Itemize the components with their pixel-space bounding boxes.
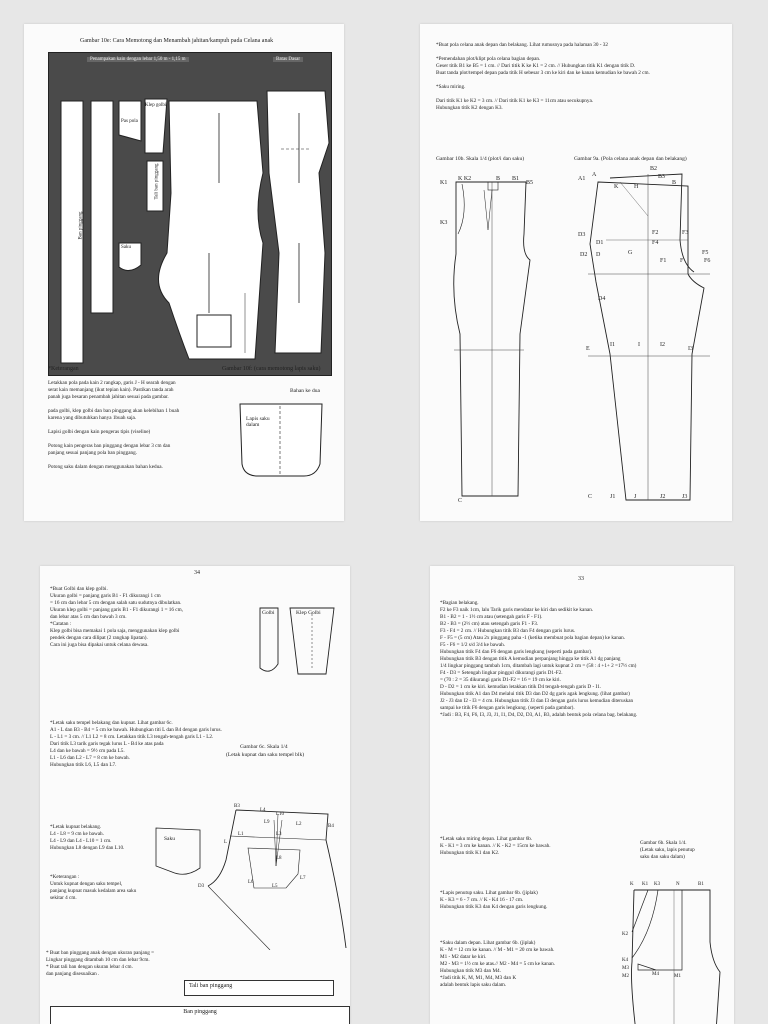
text-line: K - M = 12 cm ke kanan. // M - M1 = 20 cm ke bawah. — [440, 947, 555, 953]
point-label: B1 — [698, 882, 704, 887]
text-line — [436, 49, 650, 56]
text-line: K - K3 = 6 - 7 cm. // K - K4 16 - 17 cm. — [440, 897, 524, 903]
point-label: L4 — [260, 808, 266, 813]
note-line: pada golbi, klep golbi dan ban pinggang akan kelebihan 1 buah — [48, 408, 180, 414]
point-label: K1 — [642, 882, 649, 887]
text-line: Hubungkan titik A1 dan D4 melalui titik D3 dan D2 dg garis agak lengkung. (lihat gambar) — [440, 691, 630, 697]
front-pocket-diagram — [626, 882, 726, 1024]
point-label: B — [496, 176, 501, 182]
point-label: K — [630, 882, 634, 887]
front-pocket-label: Klep golbi — [145, 103, 167, 108]
figure-caption-right: Gambar 10f: (cara memotong lapis saku) — [222, 366, 321, 372]
text-line: *Jadi : B3, F4, F6, I3, J3, J1, I1, D4, D2, D3, A1, B3, adalah bentuk pola celana bag. belakang. — [440, 712, 638, 718]
golbi-text — [50, 586, 183, 649]
text-line: D - D2 = 1 cm ke kiri. kemudian letakkan titik D4 tengah-tengah garis D - I1. — [440, 684, 602, 690]
caption-line: saku dan saku dalam) — [640, 854, 685, 860]
heading: *Lapis penutup saku. Lihat gambar 6b. (jiplak) — [440, 890, 538, 896]
miring-text — [440, 836, 551, 857]
text-line: *Buat pola celana anak depan dan belakang. Lihat rumusnya pada halaman 30 - 32 — [436, 42, 608, 48]
note-line: Potong saku dalam dengan menggunakan bahan kedua. — [48, 464, 163, 470]
caption-line: (Letak saku, lapis penutup — [640, 847, 695, 853]
text-line: M2 - M3 = 1½ cm ke atas.// M2 - M4 = 5 cm ke kanan. — [440, 961, 556, 967]
point-label: J1 — [610, 494, 616, 500]
note-line: panjang sesuai panjang pola ban pinggang. — [48, 450, 138, 456]
point-label: M4 — [652, 972, 659, 977]
fig-right-caption: Gambar 9a. (Pola celana anak depan dan belakang) — [574, 156, 687, 162]
heading: *Keterangan : — [50, 874, 80, 880]
golbi-label: Golbi — [262, 610, 275, 616]
note-line: panah juga besaran penambah jahitan sesuai pada gambar. — [48, 394, 169, 400]
pocket-label: Saku — [121, 245, 131, 250]
point-label: I — [638, 342, 640, 348]
text-line: Cara ini juga bisa dipakai untuk celana dewasa. — [50, 642, 149, 648]
point-label: J — [634, 494, 637, 500]
point-label: L9 — [264, 820, 270, 825]
text-line: Hubungkan L8 dengan L9 dan L10. — [50, 845, 125, 851]
text-line: F4 - D3 = Setengah lingkar pinggul dikurangi garis D1-F2. — [440, 670, 563, 676]
point-label: I1 — [610, 342, 615, 348]
point-label: M3 — [622, 966, 629, 971]
note-line — [48, 422, 179, 429]
note-line: serat kain memanjang (ikut tepian kain). Pastikan tanda arah — [48, 387, 174, 393]
back-pocket-diagram — [150, 800, 350, 950]
point-label: D1 — [596, 240, 604, 246]
point-label: K K2 — [458, 176, 472, 182]
fly-label: Pas pola — [121, 119, 138, 124]
text-line: L1 - L6 dan L2 - L7 = 8 cm ke bawah. — [50, 755, 130, 761]
point-label: L1 — [238, 832, 244, 837]
note-line — [48, 436, 179, 443]
text-line: Hubungkan titik B3 dengan titik A kemudian perpanjang hingga ke titik A1 dg panjang — [440, 656, 621, 662]
text-line: F - F5 = (5 cm) Atau 2x pinggang paha -1 (ketika membuat pola bagian depan) ke kanan. — [440, 635, 626, 641]
point-label: M1 — [674, 974, 681, 979]
point-label: L6 — [248, 880, 254, 885]
point-label: A1 — [578, 176, 586, 182]
text-line: M1 - M2 datar ke kiri. — [440, 954, 487, 960]
point-label: F5 — [702, 250, 709, 256]
pocket-lining-diagram — [236, 382, 326, 482]
text-line: Hubungkan titik L6, L5 dan L7. — [50, 762, 117, 768]
note-line: Letakkan pola pada kain 2 rangkap, garis J - H searah dengan — [48, 380, 176, 386]
point-label: K2 — [622, 932, 629, 937]
text-line: Geser titik B1 ke B5 = 1 cm. // Dari titik K ke K1 = 2 cm. // Hubungkan titik K1 dengan titik D. — [436, 63, 636, 69]
text-line: Hubungkan titik K1 dan K2. — [440, 850, 500, 856]
notes-block — [48, 380, 179, 471]
heading: *Letak kupnat belakang. — [50, 824, 102, 830]
point-label: L7 — [300, 876, 306, 881]
text-line: F2 ke F3 naik 1cm, lalu Tarik garis mendatar ke kiri dan sedikit ke kanan. — [440, 607, 594, 613]
page-number: 33 — [578, 576, 584, 582]
trouser-pattern-diagrams — [420, 164, 732, 504]
point-label: K3 — [654, 882, 661, 887]
notes-heading: *Keterangan — [48, 366, 79, 372]
point-label: A — [592, 172, 597, 178]
point-label: L10 — [276, 812, 285, 817]
kupnat-text — [50, 824, 124, 852]
point-label: F3 — [682, 230, 689, 236]
fabric-width-label: Penampakan kain dengan lebar 1,50 m - 1,15 m — [87, 57, 189, 62]
text-line: sampai ke titik F6 dengan garis lengkung. (seperti pada gambar). — [440, 705, 575, 711]
point-label: G — [628, 250, 633, 256]
fold-label: Batas Dasar — [273, 57, 303, 62]
point-label: N — [676, 882, 680, 887]
point-label: D3 — [198, 884, 205, 889]
text-line: *Jadi titik K, M, M1, M4, M3 dan K — [440, 975, 517, 981]
second-fabric-label: Bahan ke dua — [290, 388, 320, 394]
intro-text — [436, 42, 650, 112]
point-label: D3 — [578, 232, 586, 238]
point-label: J2 — [660, 494, 666, 500]
text-line: Lingkar pinggang ditambah 10 cm dan lebar 9cm. — [46, 957, 150, 963]
point-label: F4 — [652, 240, 659, 246]
text-line: Ukuran golbi = panjang garis B1 - F1 dikurangi 1 cm — [50, 593, 161, 599]
text-line: F3 - F4 = 2 cm. // Hubungkan titik B3 dan F4 dengan garis lurus. — [440, 628, 576, 634]
point-label: B3 — [234, 804, 240, 809]
figure-caption-top: Gambar 10e: Cara Memotong dan Menambah jahitan/kampuh pada Celana anak — [80, 38, 274, 44]
point-label: I3 — [688, 346, 693, 352]
saku-box-label: Saku — [164, 836, 175, 842]
point-label: B2 — [650, 166, 658, 172]
text-line: J2 - J3 dan I2 - I3 = 4 cm. Hubungkan titik J3 dan I3 dengan garis lurus kemudian diteruskan — [440, 698, 634, 704]
page-33 — [430, 566, 734, 1024]
golbi-diagram — [250, 604, 350, 684]
lapis-text — [440, 890, 547, 911]
fig-left-caption: Gambar 10b. Skala 1/4 (plot/i dan saku) — [436, 156, 525, 162]
point-label: F6 — [704, 258, 711, 264]
point-label: J3 — [682, 494, 688, 500]
text-line: *Saku miring. — [436, 84, 466, 90]
point-label: K4 — [622, 958, 629, 963]
point-label: C — [588, 494, 593, 500]
point-label: E — [586, 346, 590, 352]
caption-line: Gambar 6b. Skala 1/4. — [640, 840, 687, 846]
point-label: L5 — [272, 884, 278, 889]
text-line: pendek dengan cara dilipat (2 rangkap lipatan). — [50, 635, 148, 641]
ban-pinggang-box — [50, 1006, 350, 1024]
note-line: Lapisi golbi dengan kain pengeras tipis (viseline) — [48, 429, 151, 435]
point-label: D2 — [580, 252, 588, 258]
text-line: = (70 : 2 = 35 dikurangi garis D1-F2 = 16 = 19 cm ke kiri. — [440, 677, 561, 683]
point-label: F1 — [660, 258, 667, 264]
text-line: F5 - F6 = 1/2 s/d 3/4 ke bawah. — [440, 642, 506, 648]
text-line: A1 - L dan B3 - B4 = 5 cm ke bawah. Hubungkan titi L dan B4 dengan garis lurus. — [50, 727, 222, 733]
text-line: B1 - B2 = 1 - 1½ cm atau (setengah garis F - F1). — [440, 614, 543, 620]
klep-golbi-label: Klep Golbi — [296, 610, 321, 616]
point-label: F2 — [652, 230, 659, 236]
page-34 — [40, 566, 350, 1024]
ket-text — [50, 874, 136, 902]
point-label: I2 — [660, 342, 665, 348]
saku-text — [50, 720, 222, 769]
point-label: L2 — [296, 822, 302, 827]
text-line — [436, 91, 650, 98]
text-line: K - K1 = 3 cm ke kanan. // K - K2 = 15cm ke bawah. — [440, 843, 551, 849]
page-sewing-cutting — [24, 24, 344, 521]
fig6c-subcaption: (Letak kupnat dan saku tempel blk) — [226, 752, 305, 758]
text-line — [436, 77, 650, 84]
text-line: Untuk kupnat dengan saku tempel, — [50, 881, 123, 887]
point-label: C — [458, 498, 463, 504]
ban-pinggang-label: Ban pinggang — [183, 1009, 217, 1015]
text-line: L4 dan ke bawah = 9½ cm pada L5. — [50, 748, 125, 754]
heading: *Catatan : — [50, 621, 72, 627]
text-line: L4 - L8 = 9 cm ke bawah. — [50, 831, 104, 837]
heading: *Bagian belakang. — [440, 600, 479, 606]
point-label: K1 — [440, 180, 448, 186]
text-line: Ukuran klep golbi = panjang garis B1 - F1 dikurangi 1 = 16 cm, — [50, 607, 183, 613]
point-label: B4 — [328, 824, 334, 829]
text-line: * Buat ban pinggang anak dengan ukuran panjang = — [46, 950, 155, 956]
text-line: Dari titik L3 tarik garis tegak lurus L - B4 ke atas pada — [50, 741, 164, 747]
fig6c-caption: Gambar 6c. Skala 1/4 — [240, 744, 288, 750]
note-line: Potong kain pengeras ban pinggang dengan lebar 3 cm dan — [48, 443, 171, 449]
text-line: Hubungkan titik F4 dan F6 dengan garis lengkung (seperti pada gambar). — [440, 649, 593, 655]
text-line: Buat tanda plot/tempel depan pada titik H sebesar 3 cm ke kiri dan ke kanan kemudian ke bawah 2 cm. — [436, 70, 650, 76]
text-line: adalah bentuk lapis saku dalam. — [440, 982, 507, 988]
text-line: Hubungkan titik K2 dengan K3. — [436, 105, 503, 111]
point-label: K3 — [440, 220, 448, 226]
point-label: D4 — [598, 296, 606, 302]
fig6b-caption — [640, 840, 695, 861]
text-line: L - L1 = 3 cm. // L1 L2 = 8 cm. Letakkan titik L3 tengah-tengah garis L1 - L2. — [50, 734, 214, 740]
text-line: dan lebar atas 5 cm dan bawah 3 cm. — [50, 614, 127, 620]
text-line: Dari titik K1 ke K2 = 3 cm. // Dari titik K1 ke K3 = 11cm atau secukupnya. — [436, 98, 594, 104]
text-line: Klep golbi bisa memakai 1 pola saja, menggunakan klep golbi — [50, 628, 180, 634]
point-label: B5 — [526, 180, 534, 186]
note-line — [48, 401, 179, 408]
back-text — [440, 600, 637, 719]
point-label: L8 — [276, 856, 282, 861]
page-trouser-pattern — [420, 24, 732, 521]
pocket-facing-label: Tali ban pinggang — [154, 163, 160, 200]
heading: *Letak saku tempel belakang dan kupnat. Lihat gambar 6c. — [50, 720, 173, 726]
text-line: = 16 cm dan lebar 5 cm dengan salah satu sudutnya dibulatkan. — [50, 600, 182, 606]
point-label: B1 — [512, 176, 520, 182]
heading: *Saku dalam depan. Lihat gambar 6b. (jiplak) — [440, 940, 536, 946]
fabric-layout-photo — [48, 52, 332, 376]
point-label: D — [596, 252, 601, 258]
text-line: * Buat tali ban dengan ukuran lebar 4 cm. — [46, 964, 133, 970]
note-line: karena yang dibutuhkan hanya 1buah saja. — [48, 415, 137, 421]
text-line: B2 - B3 = (2½ cm) atau setengah garis F1 - F3. — [440, 621, 539, 627]
point-label: M2 — [622, 974, 629, 979]
point-label: B — [672, 180, 677, 186]
text-line: sekitar 4 cm. — [50, 895, 77, 901]
text-line: *Pemendahan plot/klipt pola celana bagian depan. — [436, 56, 541, 62]
note-line — [48, 457, 179, 464]
dalam-text — [440, 940, 555, 989]
text-line: L4 - L9 dan L4 - L10 = 1 cm. — [50, 838, 112, 844]
text-line: Hubungkan titik M3 dan M4. — [440, 968, 501, 974]
pocket-lining-label: Lapis saku dalam — [246, 416, 270, 428]
point-label: H — [634, 184, 639, 190]
tali-ban-box — [184, 980, 334, 996]
text-line: 1/4 lingkar pinggang tambah 1cm, ditambah lagi untuk kupnat 2 cm = (58 : 4 +1+ 2 =17½ cm) — [440, 663, 637, 669]
point-label: K — [614, 184, 619, 190]
tali-ban-label: Tali ban pinggang — [189, 983, 233, 989]
text-line: Hubungkan titik K3 dan K4 dengan garis lengkung. — [440, 904, 548, 910]
text-line: dan panjang disesuaikan . — [46, 971, 100, 977]
heading: *Letak saku miring depan. Lihat gambar 6b. — [440, 836, 533, 842]
ban-text — [46, 950, 154, 978]
text-line: panjang kupnat masuk kedalam area saku — [50, 888, 137, 894]
point-label: F — [680, 258, 684, 264]
point-label: L — [224, 840, 228, 845]
point-label: L3 — [276, 832, 282, 837]
page-number: 34 — [194, 570, 200, 576]
heading: *Buat Golbi dan klep golbi. — [50, 586, 108, 592]
point-label: B3 — [658, 174, 666, 180]
waistband-label: Ban pinggang — [78, 211, 84, 240]
fabric-pattern-pieces — [49, 53, 331, 375]
